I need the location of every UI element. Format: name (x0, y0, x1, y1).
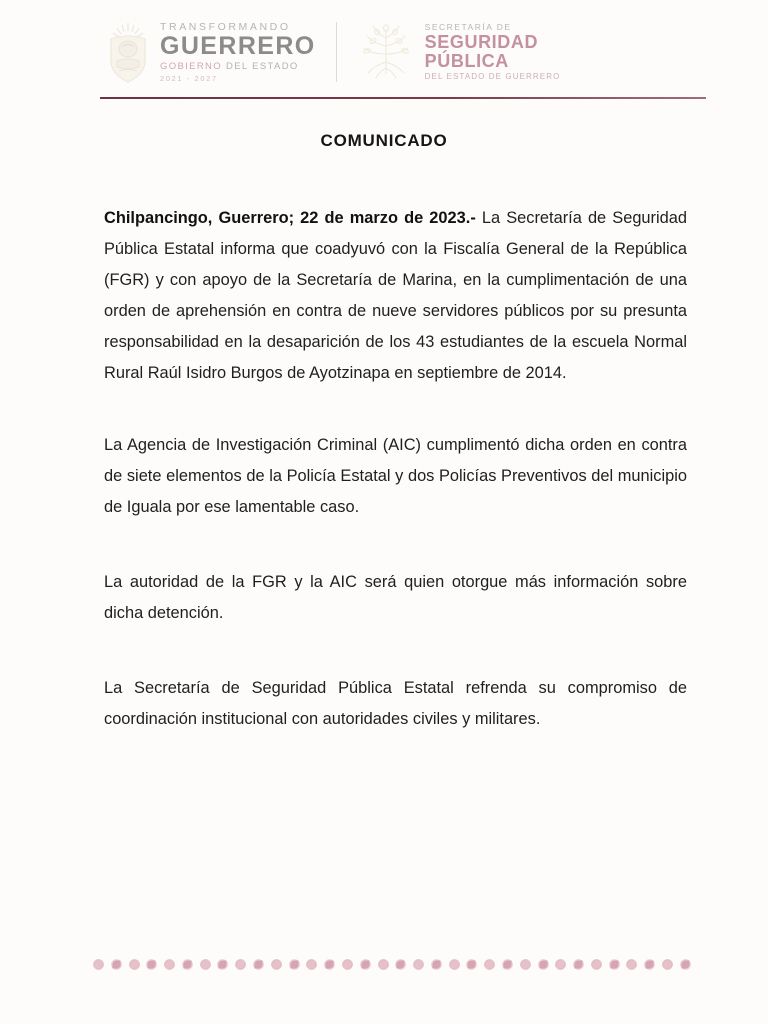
guerrero-government-logo (100, 17, 316, 87)
floral-motif (554, 958, 567, 971)
floral-motif (590, 958, 603, 971)
logo-del-estado-text: DEL ESTADO (226, 61, 299, 73)
logo-line-guerrero: GUERRERO (160, 32, 316, 61)
floral-motif (252, 958, 265, 971)
logo-line-publica: PÚBLICA (424, 51, 509, 72)
guerrero-wordmark (156, 22, 316, 83)
seguridad-publica-logo (353, 20, 561, 84)
floral-motif (643, 958, 656, 971)
floral-motif (359, 958, 372, 971)
floral-motif (305, 958, 318, 971)
paragraph-1 (104, 203, 687, 389)
floral-motif (288, 958, 301, 971)
dateline: Chilpancingo, Guerrero; 22 de marzo de 2023.- (104, 209, 476, 227)
floral-motif (661, 958, 674, 971)
paragraph-2: La Agencia de Investigación Criminal (AIC) cumplimentó dicha orden en contra de siete elementos de la Policía Estatal y dos Policías Preventivos del municipio de Iguala por ese lamentable caso. (104, 436, 687, 516)
floral-motif (412, 958, 425, 971)
floral-motif (377, 958, 390, 971)
floral-motif (128, 958, 141, 971)
paragraph-3: La autoridad de la FGR y la AIC será quien otorgue más información sobre dicha detención. (104, 573, 687, 622)
paragraph-4: La Secretaría de Seguridad Pública Estatal refrenda su compromiso de coordinación institucional con autoridades civiles y militares. (104, 679, 687, 728)
seguridad-publica-wordmark (425, 23, 561, 81)
floral-motif (145, 958, 158, 971)
tree-roots-emblem-icon (353, 20, 419, 84)
page-title: COMUNICADO (320, 131, 448, 150)
paragraph-1-text: La Secretaría de Seguridad Pública Estatal informa que coadyuvó con la Fiscalía General de la República (FGR) y con apoyo de la Secretaría de Marina, en la cumplimentación de una orden de aprehensión en contra de nueve servidores públicos por su presunta responsabilidad en la desaparición de los 43 estudiantes de la escuela Normal Rural Raúl Isidro Burgos de Ayotzinapa en septiembre de 2014. (104, 209, 687, 382)
logo-line-del-estado-de-guerrero: DEL ESTADO DE GUERRERO (424, 72, 561, 82)
floral-motif (181, 958, 194, 971)
floral-motif (216, 958, 229, 971)
floral-motif (448, 958, 461, 971)
floral-motif (537, 958, 550, 971)
logo-line-years: 2021 - 2027 (160, 73, 218, 83)
floral-motif (270, 958, 283, 971)
floral-motif (608, 958, 621, 971)
floral-motif (625, 958, 638, 971)
floral-motif (519, 958, 532, 971)
floral-motif (501, 958, 514, 971)
floral-motif (394, 958, 407, 971)
floral-motif (465, 958, 478, 971)
floral-border-pattern (92, 953, 692, 975)
header-logo-divider (336, 22, 337, 82)
floral-motif (341, 958, 354, 971)
floral-motif (430, 958, 443, 971)
floral-motif (679, 958, 692, 971)
floral-motif (572, 958, 585, 971)
floral-motif (234, 958, 247, 971)
header-divider-rule (100, 97, 706, 99)
logo-line-gobierno-del-estado (160, 62, 316, 72)
floral-motif (199, 958, 212, 971)
logo-gobierno-text: GOBIERNO (160, 61, 223, 73)
document-header (100, 14, 706, 90)
floral-motif (163, 958, 176, 971)
guerrero-coat-of-arms-icon (100, 17, 156, 87)
floral-motif (323, 958, 336, 971)
floral-motif (92, 958, 105, 971)
logo-line-secretaria-de: SECRETARÍA DE (424, 21, 512, 32)
logo-line-seguridad: SEGURIDAD (424, 32, 539, 53)
document-body (104, 203, 687, 735)
floral-motif (483, 958, 496, 971)
logo-line-transformando: TRANSFORMANDO (160, 20, 291, 33)
floral-motif (110, 958, 123, 971)
